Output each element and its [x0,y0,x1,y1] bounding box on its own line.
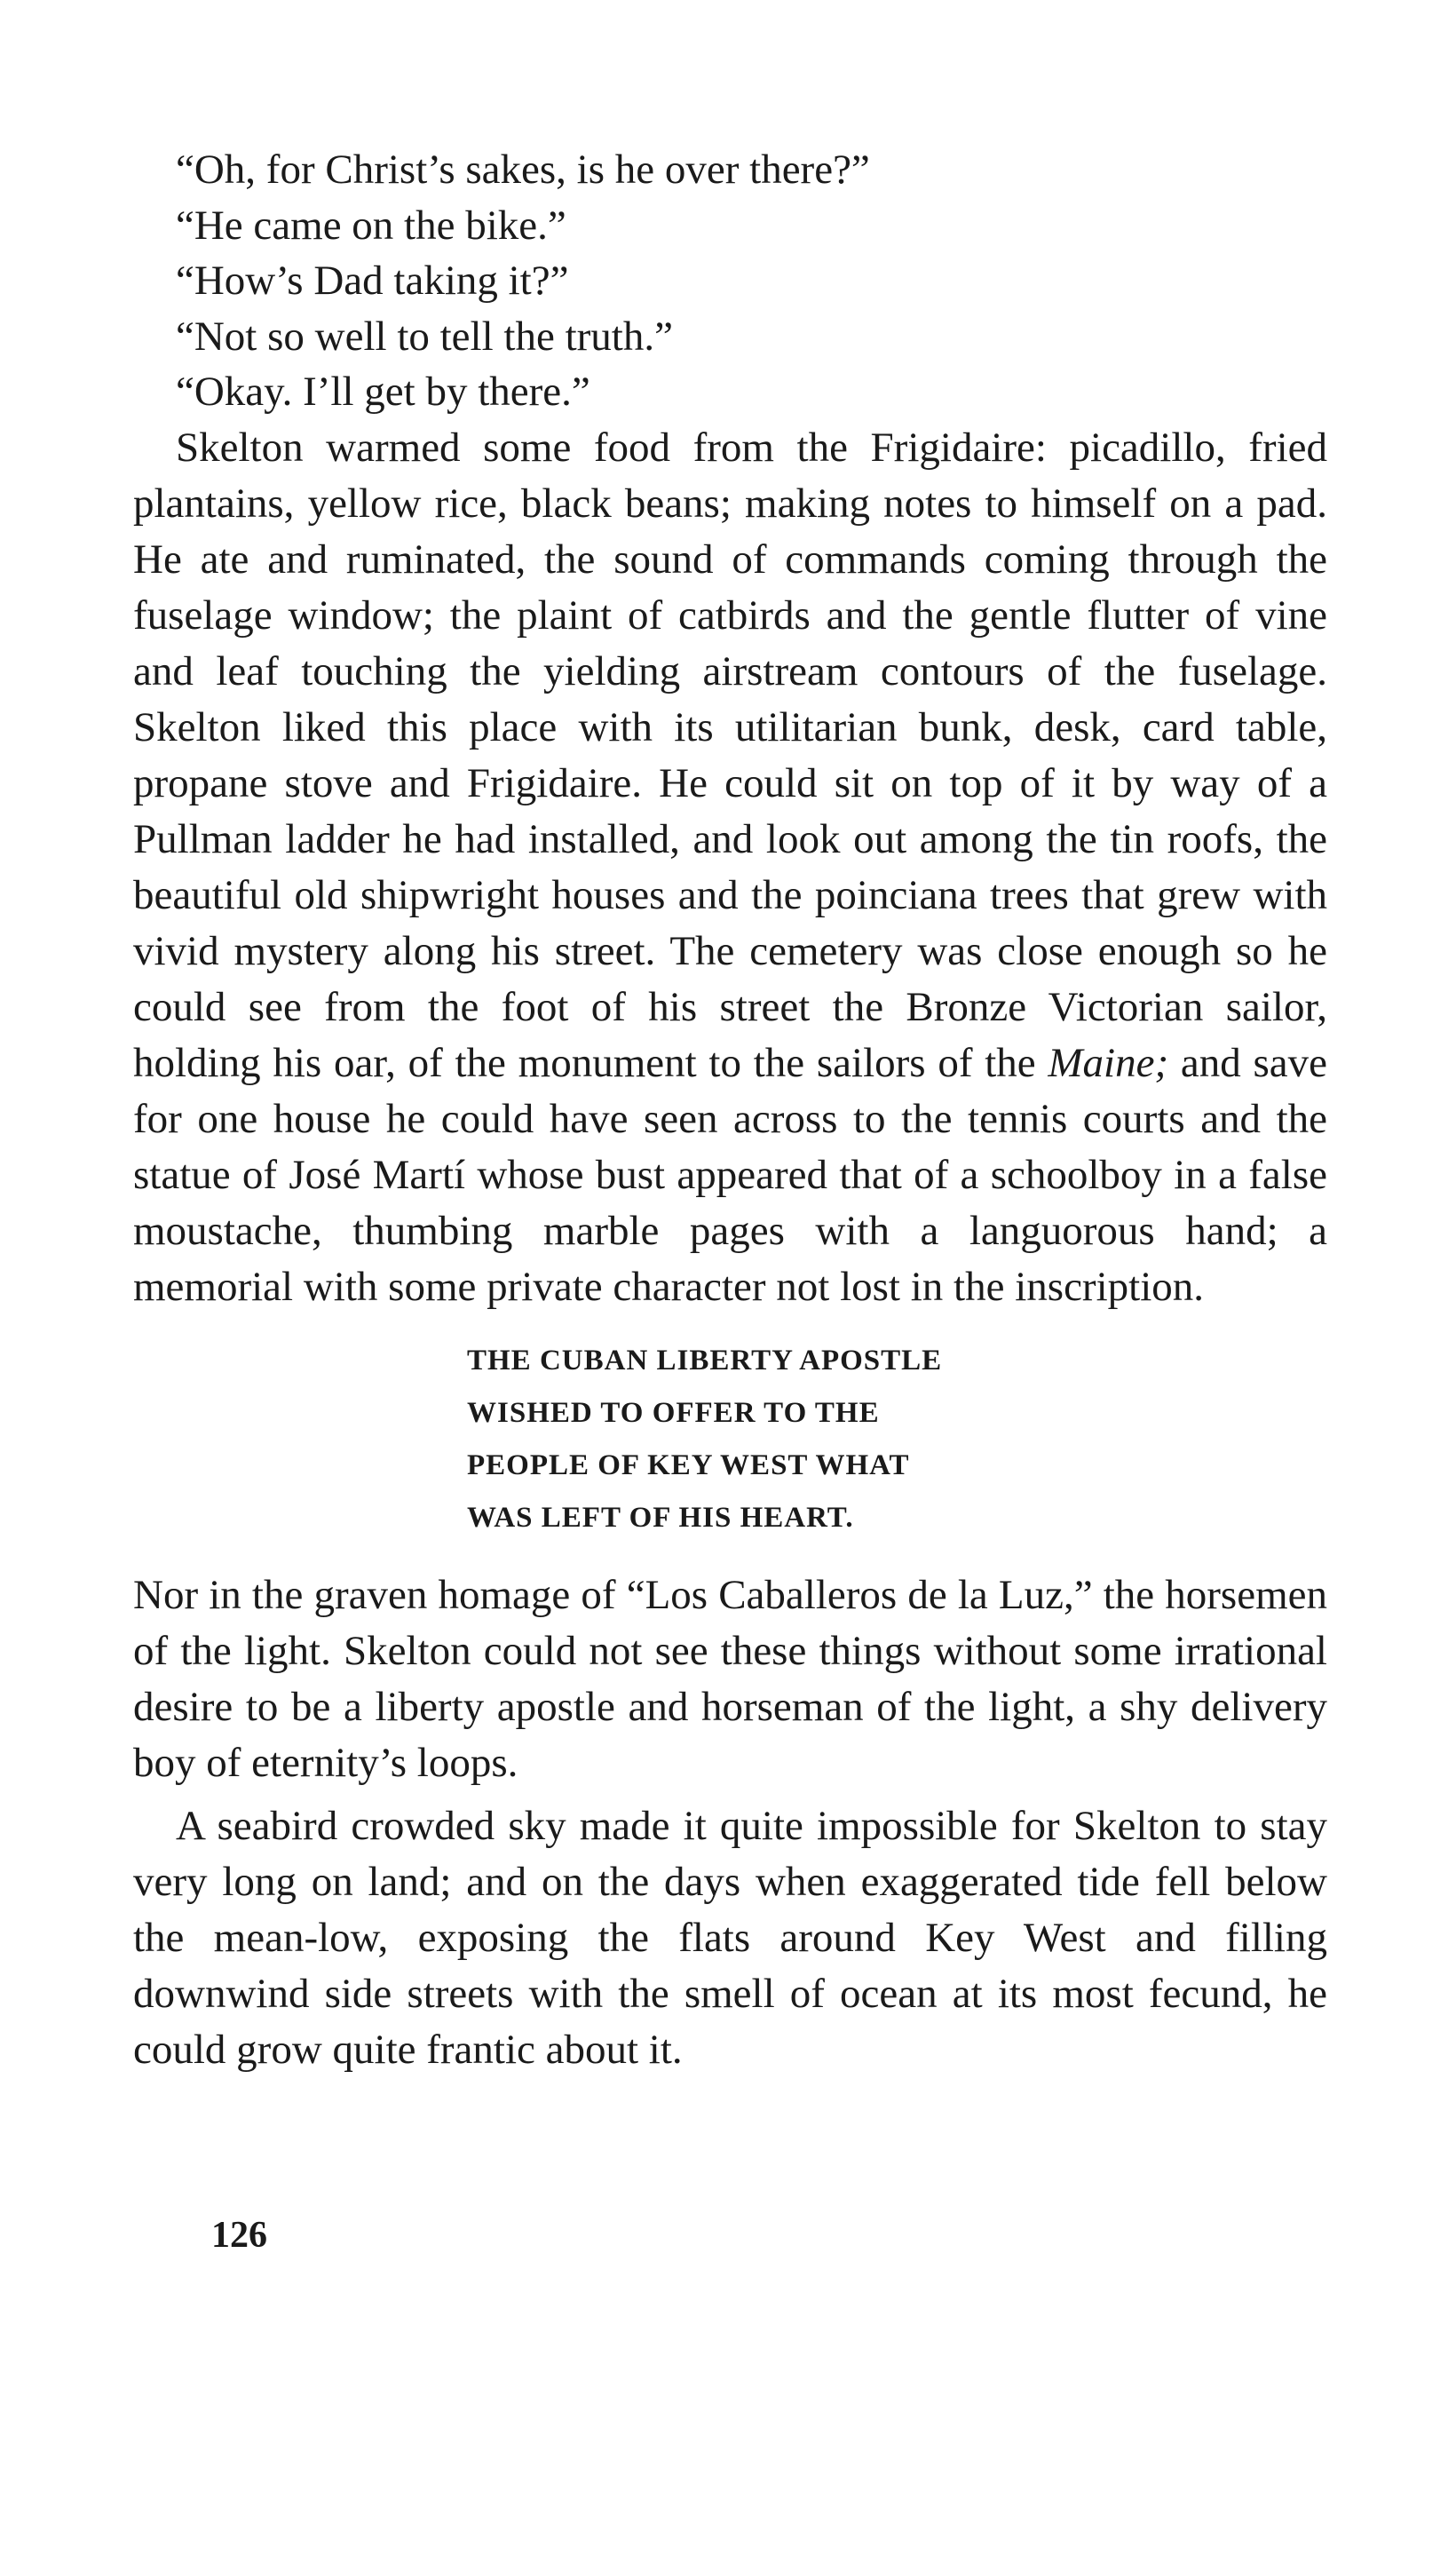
italic-ship-name: Maine; [1048,1039,1169,1086]
monument-inscription [467,1335,1327,1544]
paragraph-text: and save for one house he could have seen across to the tennis courts and the statue of José Martí whose bust appeared that of a schoolboy in a false moustache, thumbing marble pages with a languorous hand; a memorial with some private character not lost in the inscription. [133,1039,1328,1310]
paragraph-seabird: A seabird crowded sky made it quite impossible for Skelton to stay very long on land; and on the days when exaggerated tide fell below the mean-low, exposing the flats around Key West and filling downwind side streets with the smell of ocean at its most fecund, he could grow quite frantic about it. [133,1802,1327,2073]
page-number: 126 [211,2215,267,2256]
dialogue-block [133,142,1327,420]
inscription-line: WISHED TO OFFER TO THE [467,1396,880,1429]
page-body [133,142,1327,2078]
inscription-line: PEOPLE OF KEY WEST WHAT [467,1448,910,1481]
inscription-line: THE CUBAN LIBERTY APOSTLE [467,1344,943,1377]
inscription-line: WAS LEFT OF HIS HEART. [467,1501,854,1534]
dialogue-line: “Not so well to tell the truth.” [176,313,673,360]
paragraph-text: Skelton warmed some food from the Frigidaire: picadillo, fried plantains, yellow rice, black beans; making notes to himself on a pad. He ate and ruminated, the sound of commands coming through the fuselage window; the plaint of catbirds and the gentle flutter of vine and leaf touching the yielding airstream contours of the fuselage. Skelton liked this place with its utilitarian bunk, desk, card table, propane stove and Frigidaire. He could sit on top of it by way of a Pullman ladder he had installed, and look out among the tin roofs, the beautiful old shipwright houses and the poinciana trees that grew with vivid mystery along his street. The cemetery was close enough so he could see from the foot of his street the Bronze Victorian sailor, holding his oar, of the monument to the sailors of the [133,424,1327,1086]
dialogue-line: “How’s Dad taking it?” [176,258,569,304]
paragraph-skelton-kitchen [133,420,1327,1315]
dialogue-line: “Oh, for Christ’s sakes, is he over there?” [176,147,870,193]
paragraph-caballeros: Nor in the graven homage of “Los Caballeros de la Luz,” the horsemen of the light. Skelton could not see these things without some irrational desire to be a liberty apostle and horseman of the light, a shy delivery boy of eternity’s loops. [133,1571,1327,1786]
dialogue-line: “Okay. I’ll get by there.” [176,369,590,415]
dialogue-line: “He came on the bike.” [176,202,566,249]
